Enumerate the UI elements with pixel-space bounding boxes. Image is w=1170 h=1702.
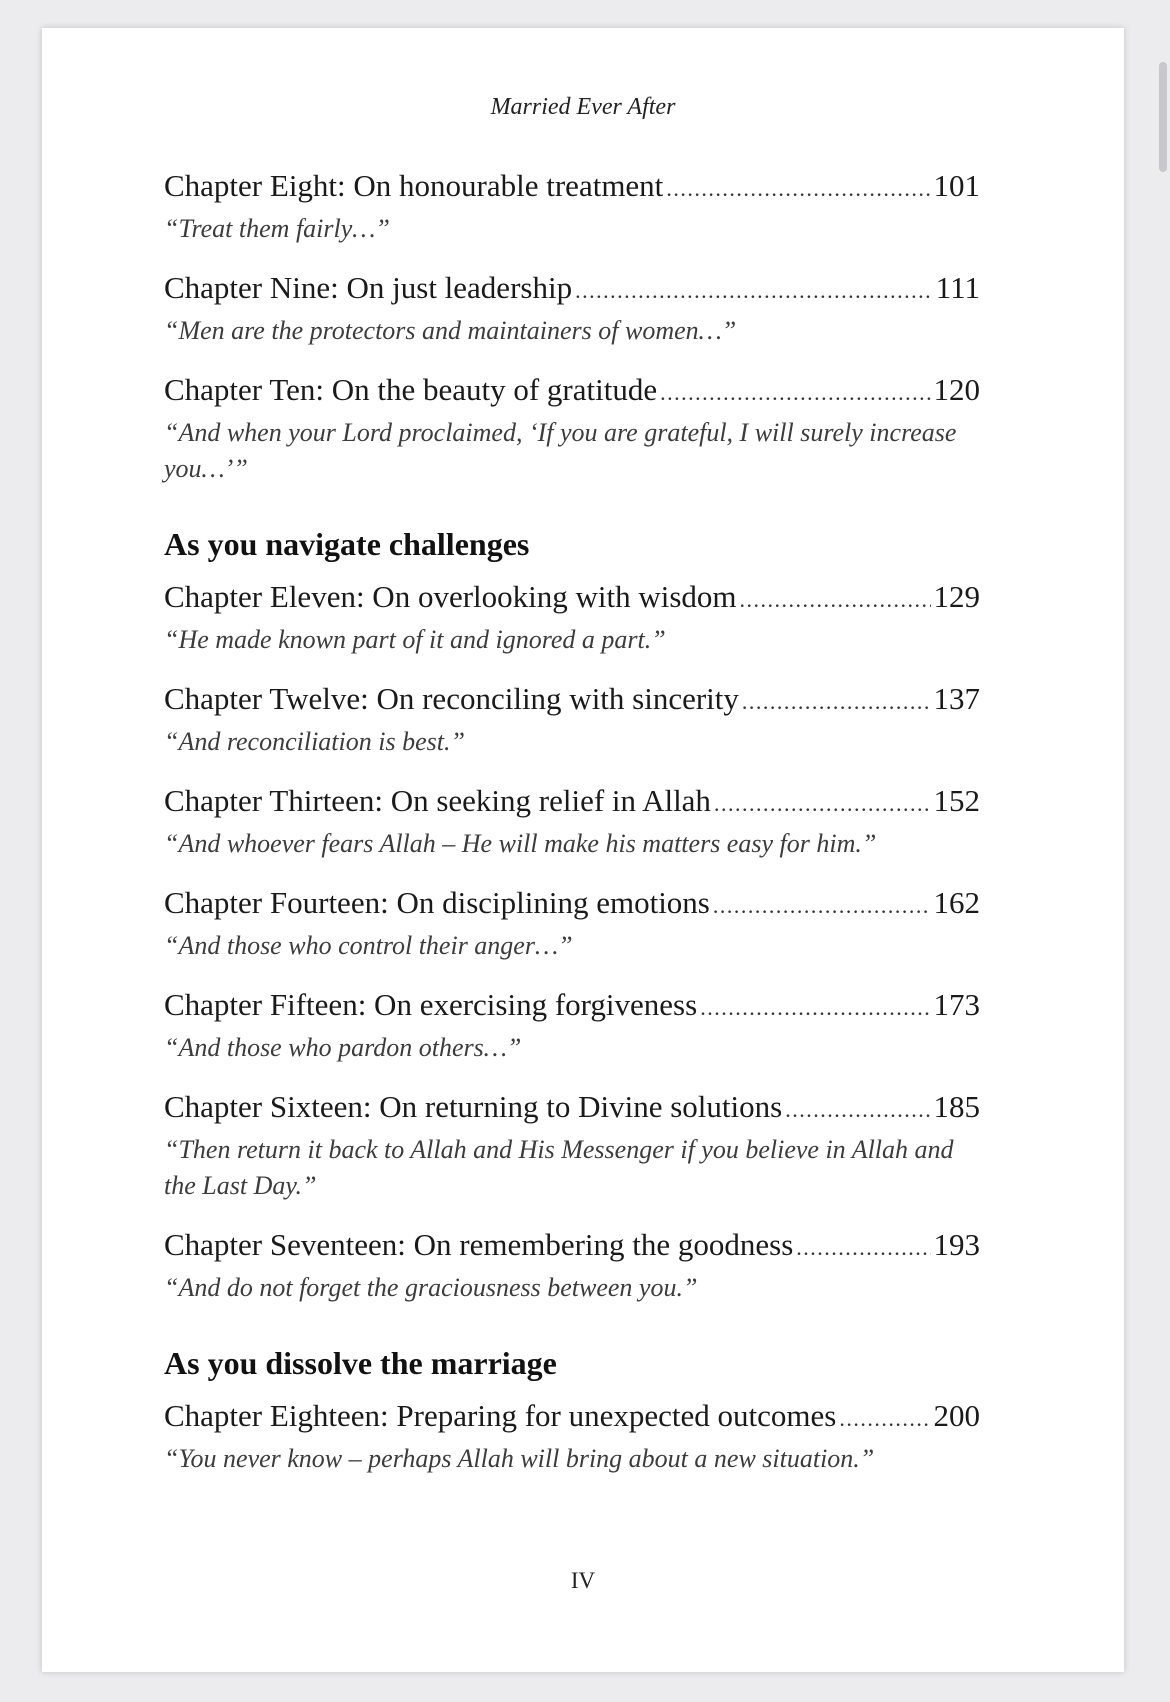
page-number: 152: [933, 783, 980, 818]
book-page: [42, 28, 1124, 1672]
chapter-title: Chapter Ten: On the beauty of gratitude: [164, 372, 658, 407]
chapter-title: Chapter Eight: On honourable treatment: [164, 168, 664, 203]
chapter-title: Chapter Thirteen: On seeking relief in Allah: [164, 783, 711, 818]
toc-line: [164, 268, 980, 311]
dot-leader: [839, 1399, 930, 1439]
page-number: 193: [933, 1227, 980, 1262]
chapter-title: Chapter Seventeen: On remembering the goodness: [164, 1227, 794, 1262]
chapter-quote: “Men are the protectors and maintainers of women…”: [164, 316, 737, 345]
page-number: 200: [933, 1398, 980, 1433]
vertical-scrollbar[interactable]: [1156, 56, 1170, 1636]
page-number: 162: [933, 885, 980, 920]
chapter-title: Chapter Fourteen: On disciplining emotions: [164, 885, 710, 920]
chapter-title: Chapter Sixteen: On returning to Divine solutions: [164, 1089, 783, 1124]
chapter-quote: “He made known part of it and ignored a part.”: [164, 625, 666, 654]
dot-leader: [713, 886, 931, 926]
dot-leader: [796, 1228, 930, 1268]
chapter-title: Chapter Fifteen: On exercising forgiveness: [164, 987, 698, 1022]
section-heading-dissolve: As you dissolve the marriage: [164, 1345, 557, 1381]
chapter-title: Chapter Nine: On just leadership: [164, 270, 573, 305]
page-number: 173: [933, 987, 980, 1022]
toc-line: [164, 577, 980, 620]
toc-entry-chapter-ten: [164, 370, 980, 487]
toc-line: [164, 679, 980, 722]
dot-leader: [666, 169, 930, 209]
dot-leader: [714, 784, 931, 824]
chapter-quote: “And those who control their anger…”: [164, 931, 573, 960]
chapter-title: Chapter Twelve: On reconciling with sincerity: [164, 681, 739, 716]
dot-leader: [700, 988, 930, 1028]
page-number: 120: [933, 372, 980, 407]
chapter-quote: “Then return it back to Allah and His Messenger if you believe in Allah and the Last Day.”: [164, 1135, 954, 1200]
toc-entry-chapter-sixteen: [164, 1087, 980, 1204]
chapter-quote: “And when your Lord proclaimed, ‘If you are grateful, I will surely increase you…’”: [164, 418, 957, 483]
page-number: 129: [933, 579, 980, 614]
chapter-quote: “And those who pardon others…”: [164, 1033, 522, 1062]
toc-entry-chapter-eighteen: [164, 1396, 980, 1477]
section-heading-challenges: As you navigate challenges: [164, 526, 530, 562]
chapter-quote: “And do not forget the graciousness between you.”: [164, 1273, 698, 1302]
dot-leader: [742, 682, 931, 722]
toc-line: [164, 985, 980, 1028]
chapter-quote: “And whoever fears Allah – He will make his matters easy for him.”: [164, 829, 877, 858]
toc-entry-chapter-fourteen: [164, 883, 980, 964]
page-folio: IV: [570, 1568, 596, 1593]
toc-line: [164, 1225, 980, 1268]
toc-entry-chapter-nine: [164, 268, 980, 349]
toc-entry-chapter-fifteen: [164, 985, 980, 1066]
chapter-quote: “Treat them fairly…”: [164, 214, 390, 243]
toc-line: [164, 166, 980, 209]
chapter-quote: “And reconciliation is best.”: [164, 727, 465, 756]
chapter-title: Chapter Eighteen: Preparing for unexpected outcomes: [164, 1398, 837, 1433]
toc-line: [164, 781, 980, 824]
toc-entry-chapter-eleven: [164, 577, 980, 658]
toc-line: [164, 1396, 980, 1439]
chapter-title: Chapter Eleven: On overlooking with wisdom: [164, 579, 737, 614]
dot-leader: [660, 373, 930, 413]
dot-leader: [575, 271, 933, 311]
scrollbar-thumb[interactable]: [1159, 62, 1167, 172]
toc-line: [164, 883, 980, 926]
page-number: 101: [933, 168, 980, 203]
table-of-contents: [164, 166, 980, 1498]
toc-entry-chapter-thirteen: [164, 781, 980, 862]
toc-line: [164, 1087, 980, 1130]
toc-entry-chapter-twelve: [164, 679, 980, 760]
chapter-quote: “You never know – perhaps Allah will bring about a new situation.”: [164, 1444, 875, 1473]
dot-leader: [785, 1090, 930, 1130]
running-head: Married Ever After: [490, 94, 676, 120]
page-number: 185: [933, 1089, 980, 1124]
dot-leader: [740, 580, 931, 620]
toc-entry-chapter-eight: [164, 166, 980, 247]
page-number: 137: [933, 681, 980, 716]
page-number: 111: [935, 270, 980, 305]
toc-line: [164, 370, 980, 413]
toc-entry-chapter-seventeen: [164, 1225, 980, 1306]
